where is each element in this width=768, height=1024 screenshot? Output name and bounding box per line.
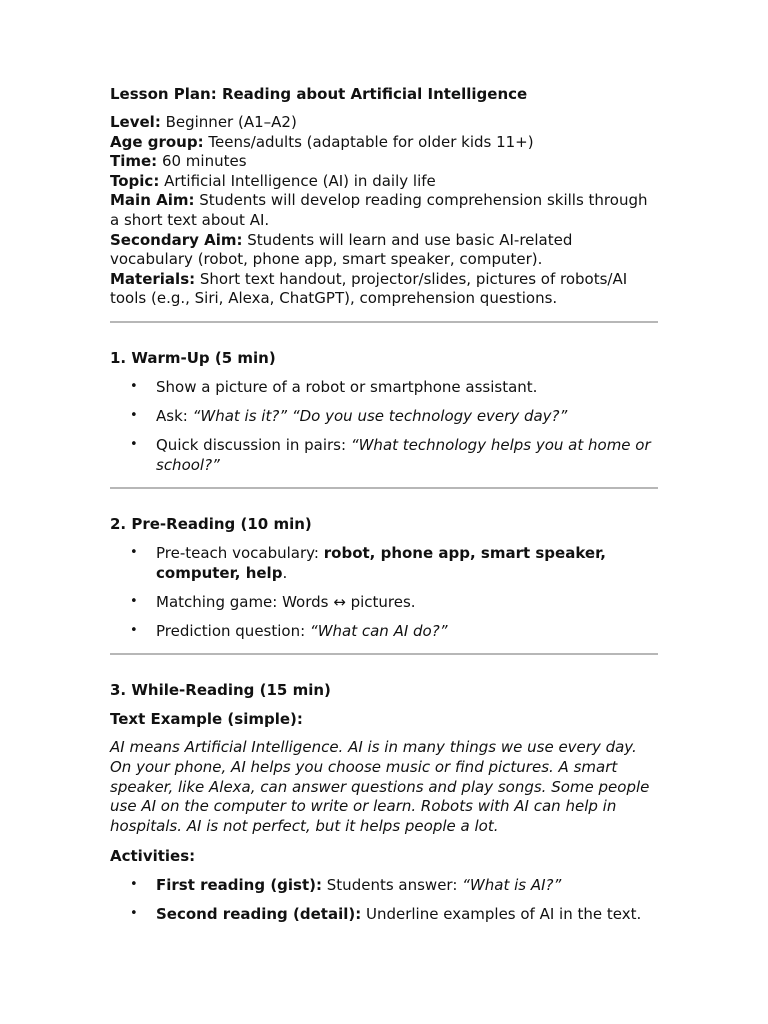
activities-list [110, 875, 658, 924]
bullet-icon: • [130, 407, 138, 423]
meta-time [110, 152, 658, 172]
text-example-label: Text Example (simple): [110, 709, 303, 728]
meta-level [110, 113, 658, 133]
warmup-heading: 1. Warm-Up (5 min) [110, 348, 276, 367]
list-item [110, 435, 658, 475]
meta-main-aim-value: Students will develop reading comprehension skills through a short text about AI. [110, 191, 648, 229]
meta-time-value: 60 minutes [157, 152, 247, 171]
meta-materials [110, 270, 658, 309]
meta-materials-label: Materials: [110, 269, 196, 288]
meta-main-aim [110, 191, 658, 230]
meta-topic-label: Topic: [110, 171, 160, 190]
bullet-icon: • [130, 593, 138, 609]
list-item [110, 621, 658, 641]
list-item-quote: “What technology helps you at home or school?” [156, 435, 651, 474]
warmup-list [110, 377, 658, 475]
activity-title: Second reading (detail): [156, 904, 362, 923]
whilereading-heading: 3. While-Reading (15 min) [110, 680, 331, 699]
prereading-heading: 2. Pre-Reading (10 min) [110, 514, 312, 533]
list-item [110, 406, 658, 426]
list-item-quote: “What is it?” “Do you use technology every day?” [192, 406, 568, 425]
list-item-text: Ask: [156, 406, 193, 425]
list-item-text: Show a picture of a robot or smartphone assistant. [156, 377, 538, 396]
list-item-text: Pre-teach vocabulary: [156, 543, 324, 562]
bullet-icon: • [130, 436, 138, 452]
meta-secondary-aim [110, 231, 658, 270]
meta-materials-value: Short text handout, projector/slides, pictures of robots/AI tools (e.g., Siri, Alexa, ChatGPT), comprehension questions. [110, 269, 628, 308]
bullet-icon: • [130, 905, 138, 921]
prereading-list [110, 543, 658, 641]
meta-secondary-aim-value: Students will learn and use basic AI-related vocabulary (robot, phone app, smart speaker, computer). [110, 230, 573, 269]
meta-time-label: Time: [110, 152, 158, 171]
list-item-quote: “What is AI?” [462, 875, 562, 894]
reading-text: AI means Artificial Intelligence. AI is in many things we use every day. On your phone, AI helps you choose music or find pictures. A smart speaker, like Alexa, can answer questions and play songs. Some people use AI on the computer to write or learn. Robots with AI can help in hospitals. AI is not perfect, but it helps people a lot. [110, 737, 650, 836]
list-item [110, 543, 658, 583]
activities-label: Activities: [110, 846, 196, 865]
document-title: Lesson Plan: Reading about Artificial Intelligence [110, 85, 528, 103]
section-divider [110, 653, 658, 655]
bullet-icon: • [130, 622, 138, 638]
list-item-text: Underline examples of AI in the text. [361, 904, 642, 923]
meta-age-group-value: Teens/adults (adaptable for older kids 11+) [203, 132, 534, 151]
list-item-text: Matching game: Words ↔ pictures. [156, 592, 416, 611]
list-item-text: Prediction question: [156, 621, 310, 640]
meta-main-aim-label: Main Aim: [110, 191, 195, 210]
activity-title: First reading (gist): [156, 875, 323, 894]
meta-topic-value: Artificial Intelligence (AI) in daily life [159, 171, 436, 190]
list-item-tail: . [282, 563, 288, 582]
list-item-quote: “What can AI do?” [309, 621, 448, 640]
meta-age-group [110, 133, 658, 153]
list-item [110, 377, 658, 397]
section-divider [110, 487, 658, 489]
list-item [110, 875, 658, 895]
list-item [110, 904, 658, 924]
section-divider [110, 321, 658, 323]
meta-topic [110, 172, 658, 192]
meta-age-group-label: Age group: [110, 132, 204, 151]
list-item-text: Students answer: [322, 875, 463, 894]
lesson-meta [110, 113, 658, 309]
meta-level-label: Level: [110, 113, 161, 131]
bullet-icon: • [130, 876, 138, 892]
list-item-text: Quick discussion in pairs: [156, 435, 351, 454]
bullet-icon: • [130, 544, 138, 560]
vocabulary-terms: robot, phone app, smart speaker, computer, help [156, 543, 606, 582]
list-item [110, 592, 658, 612]
meta-level-value: Beginner (A1–A2) [160, 113, 297, 131]
bullet-icon: • [130, 378, 138, 394]
meta-secondary-aim-label: Secondary Aim: [110, 230, 243, 249]
